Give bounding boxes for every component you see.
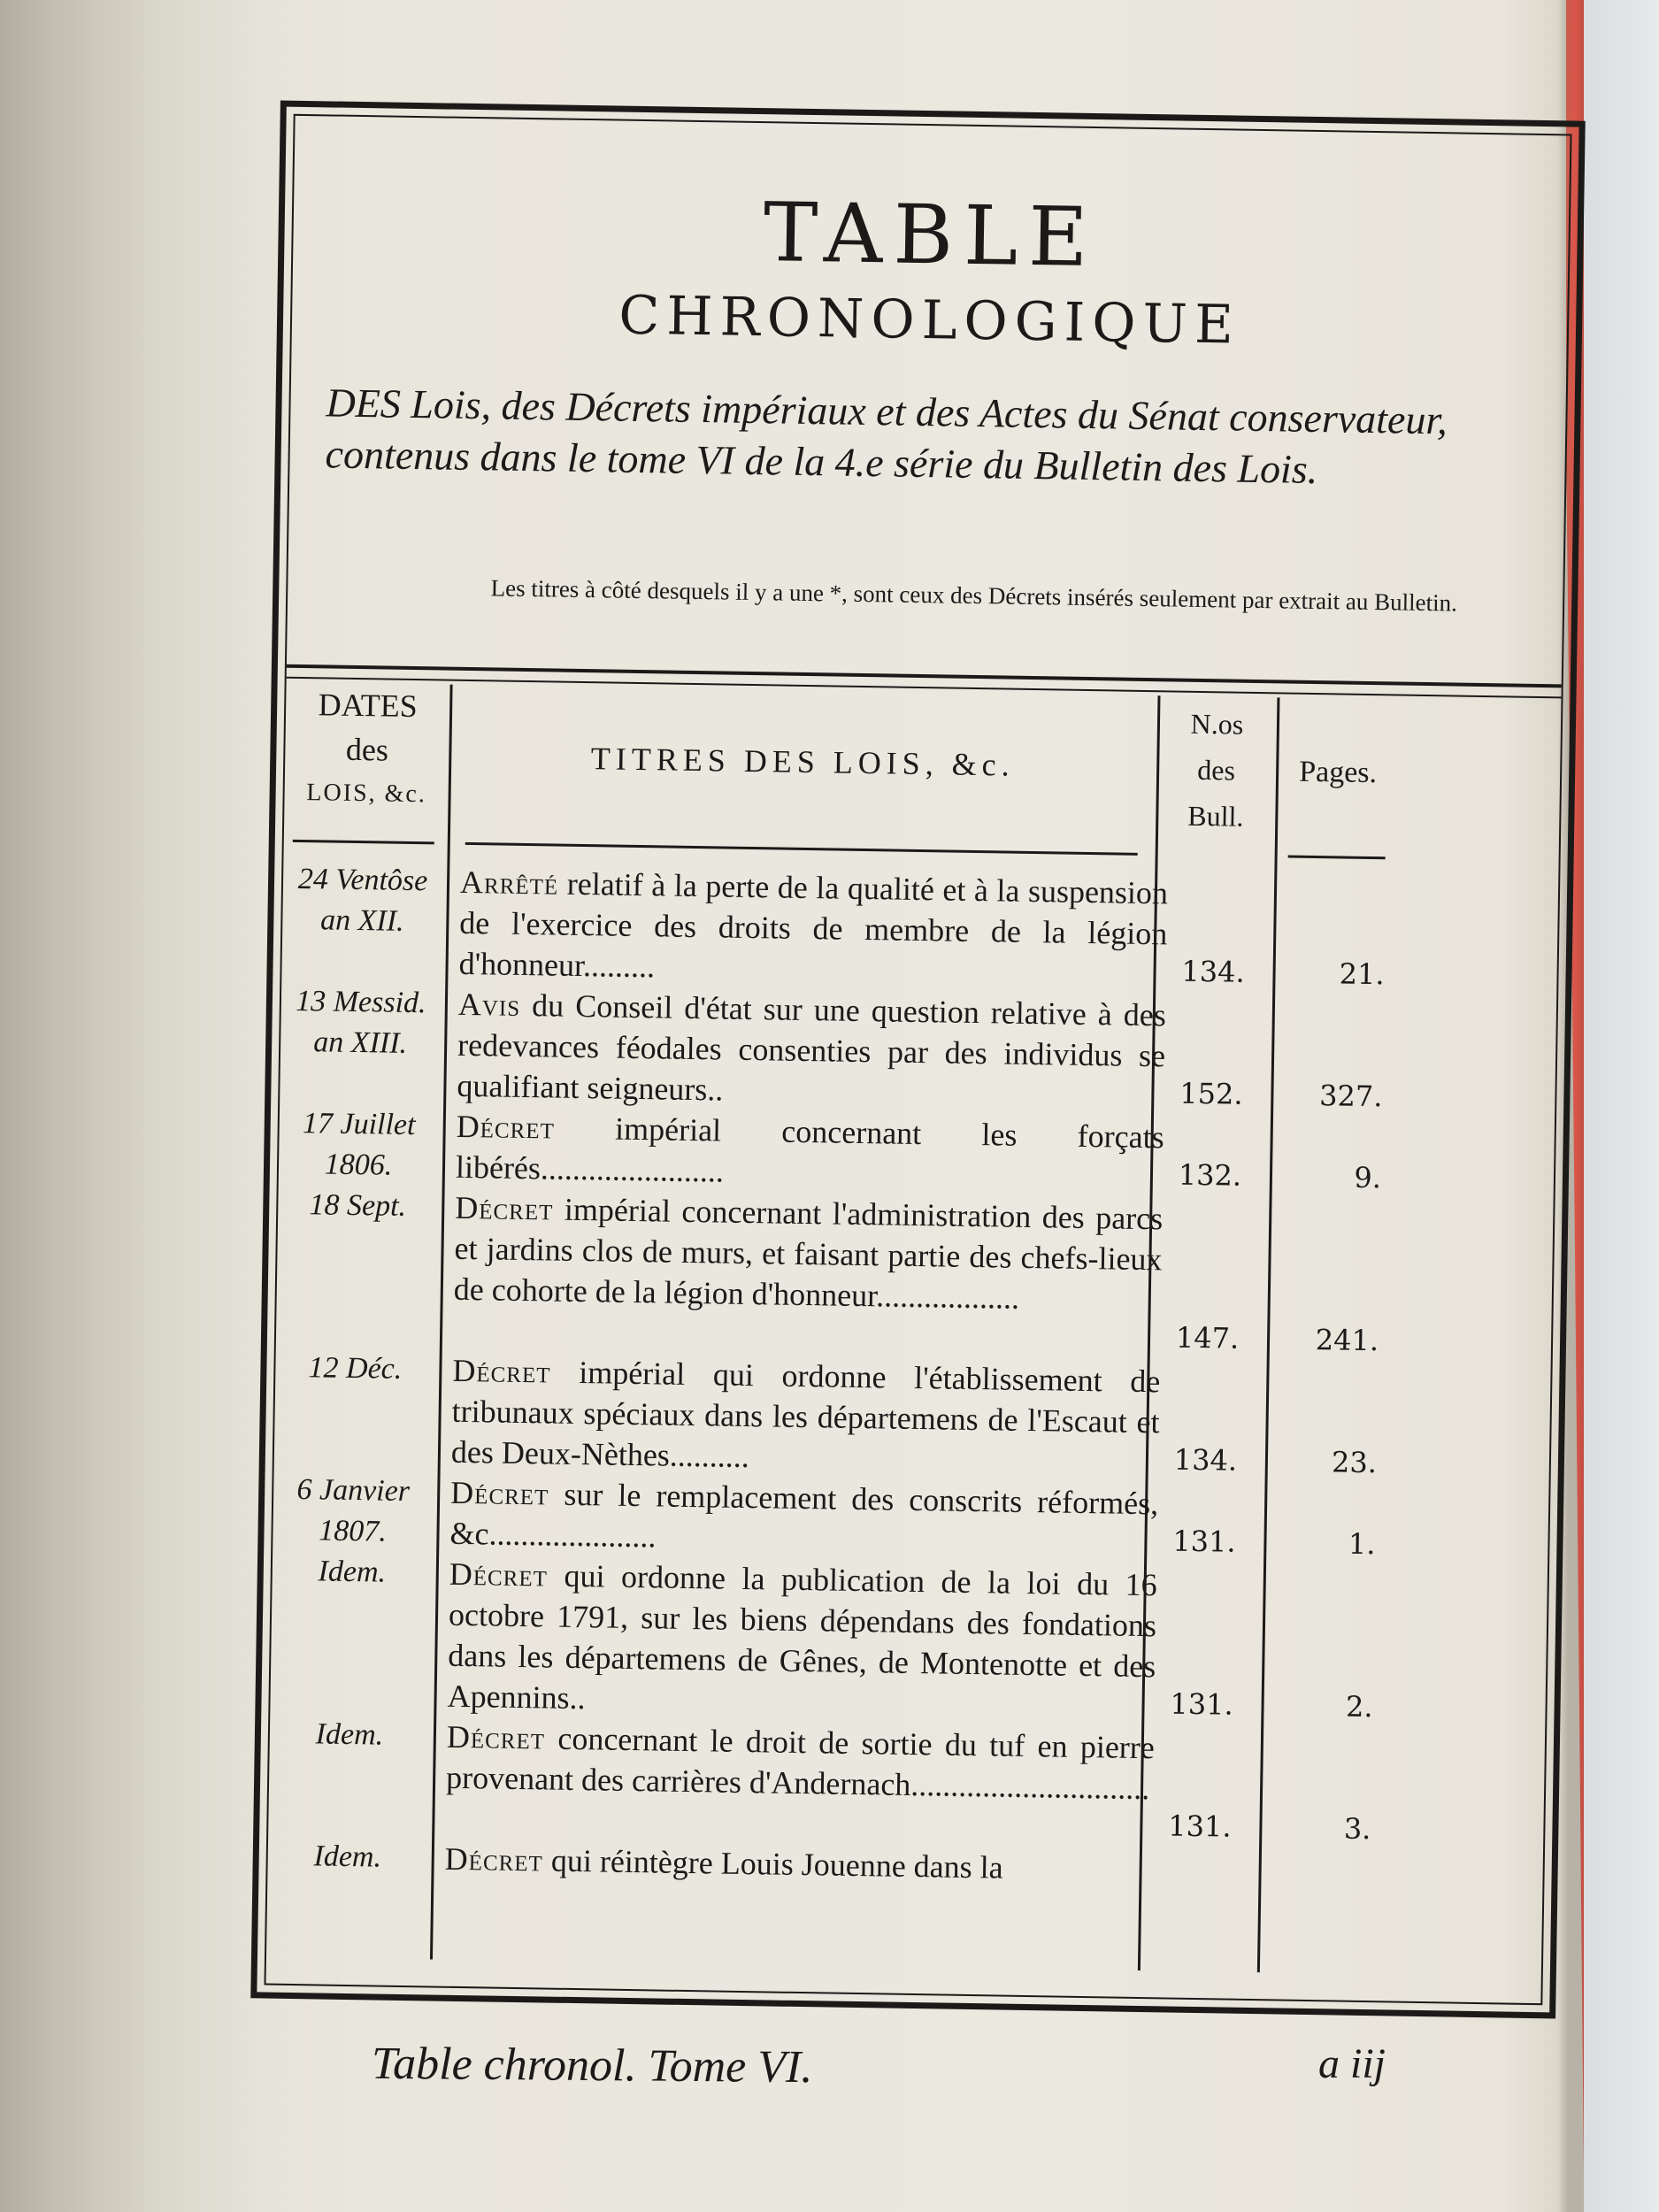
row-page: 2.	[1345, 1689, 1373, 1724]
page-subtitle: CHRONOLOGIQUE	[618, 284, 1241, 357]
row-title-lead: Décret	[454, 1189, 554, 1227]
row-date: Idem.	[313, 1839, 382, 1874]
row-bulletin-number: 134.	[1181, 954, 1246, 989]
table-frame	[250, 101, 1586, 2019]
page-footer-title: Table chronol. Tome VI.	[371, 2038, 813, 2093]
row-title-lead: Décret	[444, 1840, 544, 1878]
row-bulletin-number: 131.	[1172, 1524, 1236, 1559]
row-title-text: impérial concernant les forçats libérés.......................	[455, 1110, 1164, 1189]
column-header-dates-line2: des	[345, 731, 389, 768]
row-title-lead: Arrêté	[459, 864, 559, 902]
row-page: 1.	[1348, 1526, 1376, 1562]
row-page: 3.	[1343, 1811, 1371, 1847]
column-header-underline	[465, 842, 1138, 856]
column-header-bulletin	[1156, 700, 1277, 840]
row-title-lead: Avis	[457, 986, 521, 1023]
row-bulletin-number: 147.	[1175, 1320, 1240, 1356]
column-header-pages: Pages.	[1298, 755, 1378, 790]
row-title	[457, 984, 1166, 1118]
row-date: 24 Ventôse an XII.	[297, 862, 428, 938]
row-title-text: sur le remplacement des conscrits réformés, &c.....................	[449, 1476, 1159, 1555]
table-note: Les titres à côté desquels il y a une *, sont ceux des Décrets insérés seulement par extrait au Bulletin.	[490, 574, 1458, 617]
row-title	[446, 1717, 1155, 1809]
row-page: 241.	[1315, 1323, 1379, 1358]
column-header-underline	[293, 840, 434, 845]
table-description: DES Lois, des Décrets impériaux et des Actes du Sénat conservateur, contenus dans le tome VI de la 4.e série du Bulletin des Lois.	[325, 380, 1448, 493]
row-page: 23.	[1331, 1445, 1378, 1480]
column-header-dates-line1: DATES	[318, 687, 419, 725]
column-header-bulletin-line1: N.os	[1190, 707, 1244, 741]
row-date: 6 Janvier 1807.	[296, 1473, 411, 1548]
row-date: 17 Juillet 1806.	[302, 1107, 416, 1182]
column-header-underline	[1288, 856, 1386, 860]
row-title	[447, 1554, 1157, 1728]
row-page: 9.	[1354, 1160, 1382, 1195]
book-gutter-shadow	[0, 0, 265, 2212]
column-header-dates-line3: LOIS, &c.	[306, 779, 427, 809]
page-signature-mark: a iij	[1318, 2040, 1386, 2087]
page-title: TABLE	[762, 185, 1100, 286]
row-title	[444, 1839, 1153, 1891]
row-title-text: qui ordonne la publication de la loi du 16 octobre 1791, sur les biens dépendans des fondations dans les départemens de Gênes, de Montenotte et des Apennins..	[447, 1557, 1158, 1717]
row-bulletin-number: 132.	[1178, 1157, 1242, 1193]
column-header-bulletin-line3: Bull.	[1187, 799, 1244, 833]
column-header-bulletin-line2: des	[1197, 753, 1236, 787]
row-title-text: impérial concernant l'administration des parcs et jardins clos de murs, et faisant partie des chefs-lieux de cohorte de la légion d'honneur..................	[453, 1191, 1164, 1316]
row-title-text: relatif à la perte de la qualité et à la suspension de l'exercice des droits de membre de la légion d'honneur.........	[458, 865, 1169, 985]
row-page: 21.	[1339, 956, 1385, 992]
row-date: 13 Messid. an XIII.	[295, 984, 426, 1060]
row-date: Idem.	[318, 1555, 387, 1589]
row-title	[454, 1187, 1164, 1321]
row-title-lead: Décret	[449, 1474, 549, 1512]
row-title-lead: Décret	[456, 1108, 556, 1146]
row-title	[449, 1472, 1158, 1565]
row-date: 12 Déc.	[308, 1351, 403, 1386]
row-title	[451, 1350, 1161, 1484]
column-header-dates	[284, 682, 449, 818]
header-rule	[287, 664, 1562, 699]
row-bulletin-number: 131.	[1168, 1809, 1232, 1844]
table-row	[283, 859, 1558, 992]
row-page: 327.	[1318, 1079, 1383, 1114]
row-title-text: impérial qui ordonne l'établissement de tribunaux spéciaux dans les départemens de l'Escaut et des Deux-Nèthes..........	[450, 1355, 1161, 1475]
row-bulletin-number	[1140, 1849, 1259, 1851]
row-title-text: du Conseil d'état sur une question relative à des redevances féodales consenties par des individus se qualifiant seigneurs..	[457, 987, 1167, 1108]
row-date: 18 Sept.	[309, 1188, 407, 1223]
row-title-text: qui réintègre Louis Jouenne dans la	[550, 1842, 1004, 1886]
column-header-titles: TITRES DES LOIS, &c.	[590, 741, 1016, 783]
row-bulletin-number: 152.	[1179, 1076, 1243, 1111]
row-title-lead: Décret	[449, 1555, 549, 1594]
row-title-text: concernant le droit de sortie du tuf en pierre provenant des carrières d'Andernach..............................	[445, 1720, 1156, 1807]
table-frame-inner	[264, 114, 1571, 2005]
page-edge-background	[1584, 0, 1659, 2212]
row-title	[456, 1106, 1164, 1199]
row-title-lead: Décret	[452, 1352, 551, 1390]
row-bulletin-number: 134.	[1173, 1442, 1238, 1478]
row-page	[1259, 1851, 1383, 1853]
row-bulletin-number: 131.	[1170, 1686, 1234, 1722]
table-body	[283, 859, 1558, 1886]
row-title-lead: Décret	[446, 1718, 546, 1756]
row-date: Idem.	[315, 1717, 384, 1752]
row-title	[458, 862, 1168, 995]
